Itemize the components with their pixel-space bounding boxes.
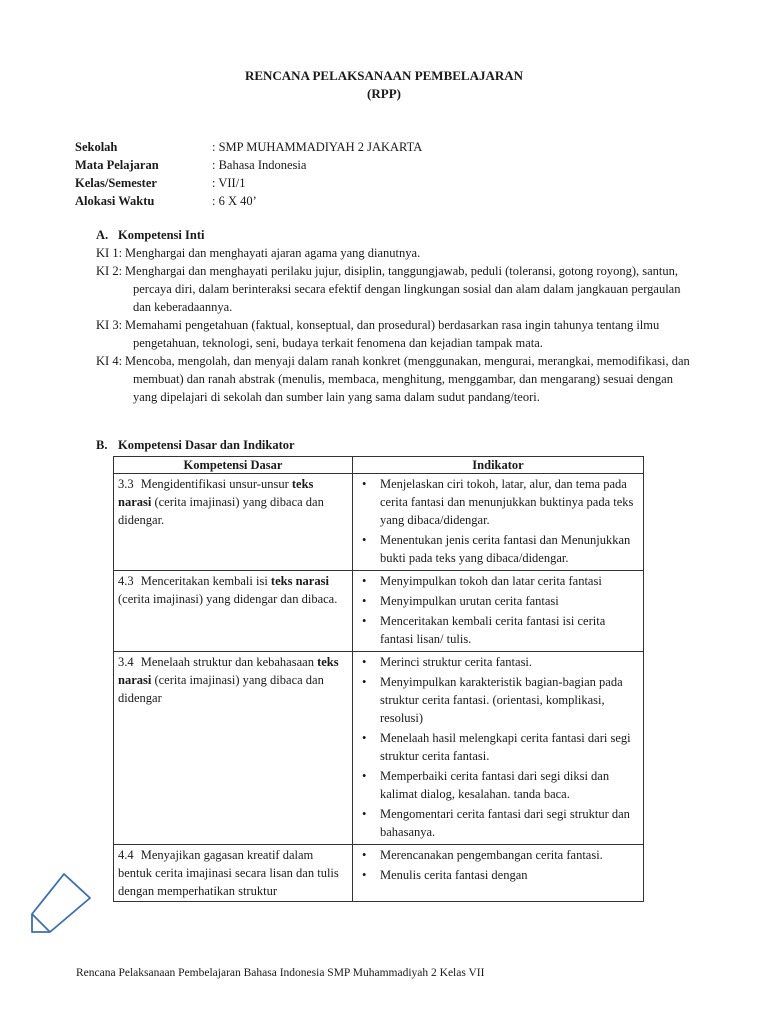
ki-item xyxy=(96,244,696,262)
ki-item xyxy=(96,352,696,406)
kd-number: 4.4 xyxy=(118,848,134,862)
indicator-list xyxy=(357,653,639,841)
section-title: Kompetensi Dasar dan Indikator xyxy=(118,438,295,452)
identity-label: Sekolah xyxy=(75,140,118,154)
kd-cell xyxy=(114,845,353,902)
core-competency-list xyxy=(96,244,696,406)
identity-value: : SMP MUHAMMADIYAH 2 JAKARTA xyxy=(212,140,423,154)
document-title: RENCANA PELAKSANAAN PEMBELAJARAN xyxy=(244,68,524,83)
kd-text: Menelaah struktur dan kebahasaan xyxy=(140,655,314,669)
table-header-row xyxy=(114,457,644,474)
indicator-item: • Merinci struktur cerita fantasi. xyxy=(357,653,639,671)
table-row xyxy=(114,845,644,902)
ki-text: Menghargai dan menghayati ajaran agama yang dianutnya. xyxy=(125,246,421,260)
indicator-cell xyxy=(353,571,644,652)
kd-text: (cerita imajinasi) yang dibaca dan didengar xyxy=(118,673,324,705)
ki-code: KI 4: xyxy=(96,354,123,368)
identity-label: Alokasi Waktu xyxy=(75,194,155,208)
pencil-icon[interactable] xyxy=(26,868,96,943)
indicator-cell xyxy=(353,652,644,845)
identity-row-time xyxy=(75,192,422,210)
column-header-indicator: Indikator xyxy=(353,457,644,474)
table-row xyxy=(114,474,644,571)
indicator-list xyxy=(357,572,639,648)
indicator-item: • Memperbaiki cerita fantasi dari segi diksi dan kalimat dialog, kesalahan. tanda baca. xyxy=(357,767,639,803)
kd-bold-text: teks narasi xyxy=(118,477,314,509)
page-footer: Rencana Pelaksanaan Pembelajaran Bahasa Indonesia SMP Muhammadiyah 2 Kelas VII xyxy=(76,967,485,979)
ki-item xyxy=(96,262,696,316)
identity-value: : Bahasa Indonesia xyxy=(212,158,307,172)
kd-number: 3.4 xyxy=(118,655,134,669)
section-b-heading xyxy=(96,436,295,454)
identity-value: : 6 X 40’ xyxy=(212,194,257,208)
ki-text: Memahami pengetahuan (faktual, konseptual, dan prosedural) berdasarkan rasa ingin tahunya tentang ilmu pengetahuan, teknologi, seni, budaya terkait fenomena dan kejadian tampak mata. xyxy=(125,318,660,350)
ki-text: Mencoba, mengolah, dan menyaji dalam ranah konkret (menggunakan, mengurai, merangkai, memodifikasi, dan membuat) dan ranah abstrak (menulis, membaca, menghitung, menggambar, dan mengarang) sesuai dengan yang dipelajari di sekolah dan sumber lain yang sama dalam sudut pandang/teori. xyxy=(125,354,690,404)
ki-text: Menghargai dan menghayati perilaku jujur, disiplin, tanggungjawab, peduli (toleransi, gotong royong), santun, percaya diri, dalam berinteraksi secara efektif dengan lingkungan sosial dan alam dalam jangkauan pergaulan dan keberadaannya. xyxy=(125,264,681,314)
indicator-item: • Menyimpulkan tokoh dan latar cerita fantasi xyxy=(357,572,639,590)
identity-row-subject xyxy=(75,156,422,174)
document-subtitle: (RPP) xyxy=(367,86,401,101)
section-letter: A. xyxy=(96,228,109,242)
ki-code: KI 3: xyxy=(96,318,123,332)
kd-number: 4.3 xyxy=(118,574,134,588)
competency-table xyxy=(113,456,644,902)
indicator-item: • Menjelaskan ciri tokoh, latar, alur, dan tema pada cerita fantasi dan menunjukkan buktinya pada teks yang dibaca/didengar. xyxy=(357,475,639,529)
indicator-item: • Merencanakan pengembangan cerita fantasi. xyxy=(357,846,639,864)
column-header-kd: Kompetensi Dasar xyxy=(114,457,353,474)
section-letter: B. xyxy=(96,438,108,452)
kd-cell xyxy=(114,571,353,652)
kd-cell xyxy=(114,474,353,571)
indicator-list xyxy=(357,846,639,884)
ki-code: KI 1: xyxy=(96,246,123,260)
kd-cell xyxy=(114,652,353,845)
identity-value: : VII/1 xyxy=(212,176,246,190)
identity-label: Mata Pelajaran xyxy=(75,158,159,172)
kd-bold-text: teks narasi xyxy=(270,574,329,588)
indicator-cell xyxy=(353,845,644,902)
indicator-item: • Menyimpulkan urutan cerita fantasi xyxy=(357,592,639,610)
section-title: Kompetensi Inti xyxy=(118,228,205,242)
identity-label: Kelas/Semester xyxy=(75,176,157,190)
indicator-list xyxy=(357,475,639,567)
indicator-item: • Mengomentari cerita fantasi dari segi struktur dan bahasanya. xyxy=(357,805,639,841)
kd-number: 3.3 xyxy=(118,477,134,491)
indicator-item: • Menulis cerita fantasi dengan xyxy=(357,866,639,884)
kd-text: Menyajikan gagasan kreatif dalam bentuk cerita imajinasi secara lisan dan tulis dengan memperhatikan struktur xyxy=(118,848,339,898)
indicator-cell xyxy=(353,474,644,571)
kd-text: Mengidentifikasi unsur-unsur xyxy=(140,477,289,491)
table-row xyxy=(114,652,644,845)
indicator-item: • Menyimpulkan karakteristik bagian-bagian pada struktur cerita fantasi. (orientasi, komplikasi, resolusi) xyxy=(357,673,639,727)
identity-row-school xyxy=(75,138,422,156)
section-a-heading xyxy=(96,226,204,244)
identity-block xyxy=(75,138,422,210)
kd-text: (cerita imajinasi) yang dibaca dan didengar. xyxy=(118,495,324,527)
table-row xyxy=(114,571,644,652)
indicator-item: • Menentukan jenis cerita fantasi dan Menunjukkan bukti pada teks yang dibaca/didengar. xyxy=(357,531,639,567)
indicator-item: • Menelaah hasil melengkapi cerita fantasi dari segi struktur cerita fantasi. xyxy=(357,729,639,765)
indicator-item: • Menceritakan kembali cerita fantasi isi cerita fantasi lisan/ tulis. xyxy=(357,612,639,648)
ki-item xyxy=(96,316,696,352)
kd-text: (cerita imajinasi) yang didengar dan dibaca. xyxy=(118,592,338,606)
identity-row-class xyxy=(75,174,422,192)
kd-text: Menceritakan kembali isi xyxy=(140,574,268,588)
kd-bold-text: teks narasi xyxy=(118,655,339,687)
ki-code: KI 2: xyxy=(96,264,123,278)
